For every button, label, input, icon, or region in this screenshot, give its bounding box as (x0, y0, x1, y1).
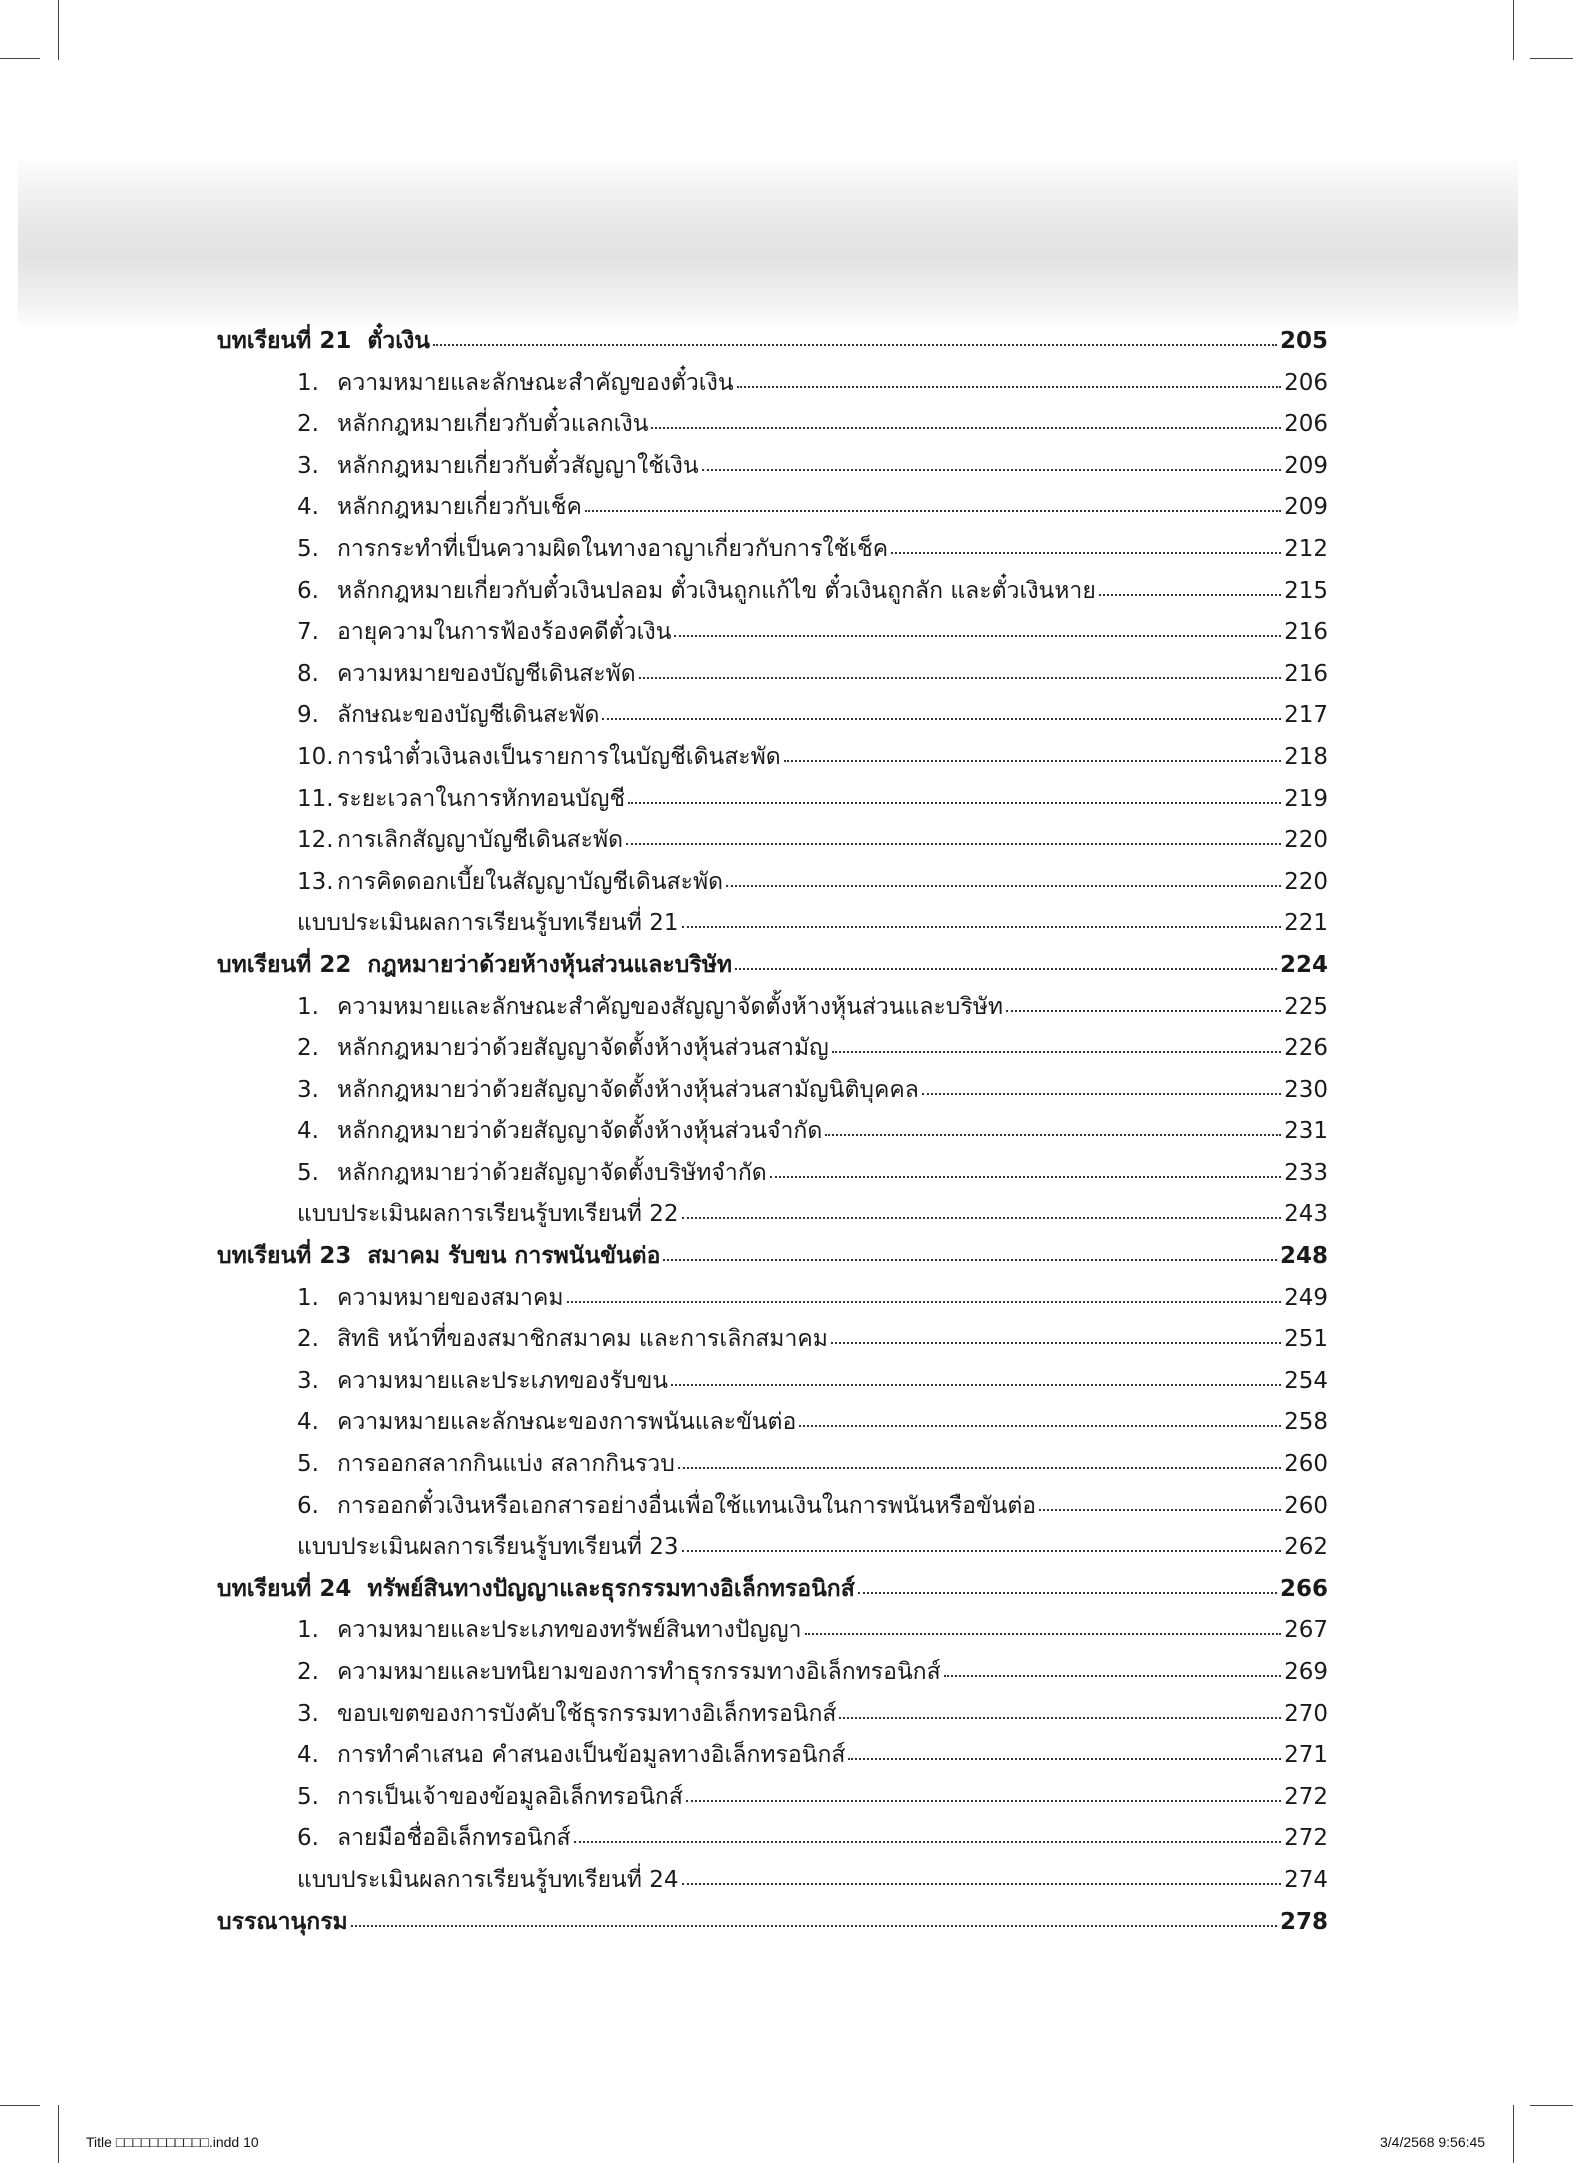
toc-item-row (217, 1444, 1328, 1486)
toc-item-row (217, 1735, 1328, 1777)
item-number: 6. (297, 1825, 319, 1852)
toc-entry-label (297, 487, 582, 529)
item-number: 4. (297, 1118, 319, 1145)
toc-item-row (217, 1070, 1328, 1112)
page-number: 217 (1284, 702, 1328, 729)
toc-assessment-row (217, 1194, 1328, 1236)
page-number: 251 (1284, 1326, 1328, 1353)
toc-entry-label (217, 1236, 660, 1278)
dot-leader (832, 1049, 1281, 1053)
dot-leader (702, 467, 1281, 471)
item-number: 6. (297, 1492, 319, 1519)
toc-item-row (217, 987, 1328, 1029)
page-number: 220 (1284, 827, 1328, 854)
item-number: 1. (297, 1617, 319, 1644)
entry-title: หลักกฎหมายเกี่ยวกับตั๋วสัญญาใช้เงิน (337, 452, 699, 479)
item-number: 2. (297, 411, 319, 438)
toc-entry-label (297, 737, 781, 779)
toc-chapter-row (217, 321, 1328, 363)
dot-leader (839, 1715, 1281, 1719)
toc-entry-label (297, 1402, 796, 1444)
toc-entry-label (297, 404, 648, 446)
entry-title: สมาคม รับขน การพนันขันต่อ (367, 1243, 661, 1270)
toc-entry-label (297, 1818, 571, 1860)
entry-title: ทรัพย์สินทางปัญญาและธุรกรรมทางอิเล็กทรอนิกส์ (367, 1575, 855, 1602)
table-of-contents (217, 321, 1328, 1943)
dot-leader (602, 716, 1281, 720)
toc-chapter-row (217, 1569, 1328, 1611)
toc-entry-label (297, 363, 734, 405)
toc-item-row (217, 1153, 1328, 1195)
toc-entry-label (297, 1028, 829, 1070)
toc-item-row (217, 404, 1328, 446)
page-number: 209 (1284, 494, 1328, 521)
toc-entry-label (217, 321, 430, 363)
entry-title: แบบประเมินผลการเรียนรู้บทเรียนที่ 22 (297, 1201, 679, 1228)
toc-entry-label (297, 1777, 683, 1819)
toc-item-row (217, 695, 1328, 737)
page-number: 262 (1284, 1534, 1328, 1561)
dot-leader (848, 1756, 1281, 1760)
page-number: 219 (1284, 785, 1328, 812)
item-number: 5. (297, 1783, 319, 1810)
toc-entry-label (297, 529, 888, 571)
crop-mark (58, 2105, 59, 2163)
entry-title: ความหมายและลักษณะของการพนันและขันต่อ (337, 1409, 797, 1436)
page-number: 233 (1284, 1159, 1328, 1186)
entry-title: การนำตั๋วเงินลงเป็นรายการในบัญชีเดินสะพัด (337, 743, 781, 770)
toc-item-row (217, 1486, 1328, 1528)
toc-entry-label (297, 1194, 679, 1236)
dot-leader (1039, 1507, 1281, 1511)
entry-title: ตั๋วเงิน (367, 328, 431, 354)
entry-title: หลักกฎหมายเกี่ยวกับเช็ค (337, 494, 582, 521)
entry-title: หลักกฎหมายว่าด้วยสัญญาจัดตั้งห้างหุ้นส่วนสามัญนิติบุคคล (337, 1076, 919, 1103)
toc-item-row (217, 779, 1328, 821)
entry-title: อายุความในการฟ้องร้องคดีตั๋วเงิน (337, 619, 672, 646)
page-number: 206 (1284, 369, 1328, 396)
dot-leader (628, 800, 1281, 804)
page-number: 220 (1284, 868, 1328, 895)
footer-left: Title □□□□□□□□□□□.indd 10 (86, 2134, 259, 2150)
item-number: 1. (297, 1284, 319, 1311)
dot-leader (671, 1382, 1281, 1386)
dot-leader (682, 1881, 1282, 1885)
item-number: 5. (297, 1159, 319, 1186)
entry-title: หลักกฎหมายว่าด้วยสัญญาจัดตั้งบริษัทจำกัด (337, 1159, 767, 1186)
dot-leader (770, 1174, 1281, 1178)
page-number: 221 (1284, 910, 1328, 937)
item-number: 1. (297, 993, 319, 1020)
header-gradient-band (18, 155, 1518, 330)
toc-item-row (217, 1028, 1328, 1070)
toc-item-row (217, 862, 1328, 904)
toc-item-row (217, 1361, 1328, 1403)
item-number: 4. (297, 1742, 319, 1769)
entry-title: การเลิกสัญญาบัญชีเดินสะพัด (337, 827, 624, 854)
item-number: 3. (297, 1700, 319, 1727)
toc-item-row (217, 1402, 1328, 1444)
dot-leader (682, 1215, 1282, 1219)
page-number: 278 (1279, 1908, 1328, 1935)
toc-item-row (217, 529, 1328, 571)
toc-entry-label (297, 1070, 919, 1112)
entry-title: หลักกฎหมายว่าด้วยสัญญาจัดตั้งห้างหุ้นส่วนจำกัด (337, 1118, 823, 1145)
chapter-number: บทเรียนที่ 21 (217, 328, 352, 354)
dot-leader (567, 1299, 1282, 1303)
page-number: 231 (1284, 1118, 1328, 1145)
toc-entry-label (297, 1610, 802, 1652)
toc-entry-label (297, 1319, 828, 1361)
page-number: 270 (1284, 1700, 1328, 1727)
page-number: 225 (1284, 993, 1328, 1020)
toc-chapter-row (217, 1902, 1328, 1944)
item-number: 6. (297, 577, 319, 604)
toc-entry-label (297, 571, 1096, 613)
item-number: 1. (297, 369, 319, 396)
dot-leader (682, 1548, 1282, 1552)
toc-item-row (217, 654, 1328, 696)
item-number: 13. (297, 868, 334, 895)
page-number: 230 (1284, 1076, 1328, 1103)
entry-title: หลักกฎหมายว่าด้วยสัญญาจัดตั้งห้างหุ้นส่วนสามัญ (337, 1035, 829, 1062)
dot-leader (831, 1340, 1281, 1344)
toc-entry-label (297, 1486, 1036, 1528)
page-number: 209 (1284, 452, 1328, 479)
page-number: 260 (1284, 1451, 1328, 1478)
item-number: 4. (297, 1409, 319, 1436)
entry-title: ลายมือชื่ออิเล็กทรอนิกส์ (337, 1825, 571, 1852)
dot-leader (944, 1673, 1281, 1677)
toc-item-row (217, 446, 1328, 488)
toc-entry-label (297, 1527, 679, 1569)
item-number: 5. (297, 1451, 319, 1478)
crop-mark (1530, 58, 1573, 59)
entry-title: สิทธิ หน้าที่ของสมาชิกสมาคม และการเลิกสมาคม (337, 1326, 828, 1353)
dot-leader (626, 841, 1281, 845)
entry-title: ขอบเขตของการบังคับใช้ธุรกรรมทางอิเล็กทรอนิกส์ (337, 1700, 837, 1727)
toc-assessment-row (217, 1860, 1328, 1902)
page-number: 243 (1284, 1201, 1328, 1228)
page-number: 260 (1284, 1492, 1328, 1519)
crop-mark (1513, 0, 1514, 60)
entry-title: ระยะเวลาในการหักทอนบัญชี (337, 785, 626, 812)
toc-entry-label (217, 1902, 348, 1944)
toc-chapter-row (217, 1236, 1328, 1278)
item-number: 10. (297, 743, 334, 770)
toc-entry-label (297, 1735, 845, 1777)
page-number: 212 (1284, 535, 1328, 562)
crop-mark (1513, 2105, 1514, 2163)
item-number: 7. (297, 619, 319, 646)
chapter-number: บทเรียนที่ 23 (217, 1243, 352, 1270)
toc-item-row (217, 487, 1328, 529)
entry-title: บรรณานุกรม (217, 1908, 348, 1935)
page-number: 271 (1284, 1742, 1328, 1769)
item-number: 8. (297, 660, 319, 687)
page-number: 216 (1284, 660, 1328, 687)
entry-title: แบบประเมินผลการเรียนรู้บทเรียนที่ 24 (297, 1866, 679, 1893)
toc-chapter-row (217, 945, 1328, 987)
entry-title: การออกสลากกินแบ่ง สลากกินรวบ (337, 1451, 675, 1478)
toc-entry-label (297, 862, 723, 904)
entry-title: ความหมายและประเภทของรับขน (337, 1367, 669, 1394)
dot-leader (663, 1257, 1277, 1261)
dot-leader (799, 1423, 1281, 1427)
toc-entry-label (297, 1694, 836, 1736)
entry-title: ความหมายและลักษณะสำคัญของสัญญาจัดตั้งห้างหุ้นส่วนและบริษัท (337, 993, 1004, 1020)
toc-assessment-row (217, 903, 1328, 945)
entry-title: กฎหมายว่าด้วยห้างหุ้นส่วนและบริษัท (367, 951, 733, 978)
entry-title: ความหมายของบัญชีเดินสะพัด (337, 660, 636, 687)
toc-item-row (217, 1818, 1328, 1860)
item-number: 2. (297, 1659, 319, 1685)
entry-title: หลักกฎหมายเกี่ยวกับตั๋วเงินปลอม ตั๋วเงินถูกแก้ไข ตั๋วเงินถูกลัก และตั๋วเงินหาย (337, 577, 1096, 604)
toc-item-row (217, 1111, 1328, 1153)
toc-item-row (217, 1652, 1328, 1694)
entry-title: ความหมายและบทนิยามของการทำธุรกรรมทางอิเล็กทรอนิกส์ (337, 1659, 941, 1685)
entry-title: ความหมายและประเภทของทรัพย์สินทางปัญญา (337, 1617, 802, 1644)
toc-entry-label (297, 612, 671, 654)
toc-item-row (217, 737, 1328, 779)
dot-leader (433, 342, 1277, 346)
toc-entry-label (297, 1278, 564, 1320)
toc-item-row (217, 1610, 1328, 1652)
dot-leader (585, 508, 1281, 512)
item-number: 2. (297, 1035, 319, 1062)
crop-mark (0, 58, 40, 59)
dot-leader (737, 384, 1281, 388)
item-number: 5. (297, 535, 319, 562)
entry-title: หลักกฎหมายเกี่ยวกับตั๋วแลกเงิน (337, 411, 649, 438)
page-number: 272 (1284, 1783, 1328, 1810)
dot-leader (639, 675, 1281, 679)
toc-entry-label (297, 1111, 822, 1153)
entry-title: แบบประเมินผลการเรียนรู้บทเรียนที่ 23 (297, 1534, 679, 1561)
entry-title: ลักษณะของบัญชีเดินสะพัด (337, 702, 600, 729)
footer-right: 3/4/2568 9:56:45 (1380, 2134, 1486, 2150)
page-number: 205 (1279, 328, 1328, 354)
item-number: 3. (297, 452, 319, 479)
dot-leader (574, 1839, 1282, 1843)
dot-leader (784, 758, 1281, 762)
page-number: 266 (1279, 1575, 1328, 1602)
toc-entry-label (297, 820, 623, 862)
page-number: 248 (1279, 1243, 1328, 1270)
toc-entry-label (297, 987, 1003, 1029)
dot-leader (1099, 592, 1281, 596)
page-number: 226 (1284, 1035, 1328, 1062)
dot-leader (825, 1132, 1281, 1136)
dot-leader (891, 550, 1281, 554)
dot-leader (674, 633, 1281, 637)
page-number: 218 (1284, 743, 1328, 770)
toc-item-row (217, 1278, 1328, 1320)
toc-entry-label (297, 1652, 941, 1694)
page-number: 215 (1284, 577, 1328, 604)
toc-item-row (217, 363, 1328, 405)
toc-entry-label (297, 1361, 668, 1403)
page-number: 269 (1284, 1659, 1328, 1685)
dot-leader (858, 1590, 1277, 1594)
dot-leader (678, 1465, 1281, 1469)
toc-entry-label (297, 1860, 679, 1902)
crop-mark (58, 0, 59, 60)
dot-leader (922, 1091, 1281, 1095)
toc-entry-label (297, 903, 679, 945)
entry-title: แบบประเมินผลการเรียนรู้บทเรียนที่ 21 (297, 910, 679, 937)
toc-entry-label (297, 695, 599, 737)
item-number: 4. (297, 494, 319, 521)
page-number: 258 (1284, 1409, 1328, 1436)
page-number: 254 (1284, 1367, 1328, 1394)
crop-mark (0, 2105, 40, 2106)
toc-entry-label (297, 779, 625, 821)
toc-item-row (217, 1694, 1328, 1736)
crop-mark (1530, 2105, 1573, 2106)
page-number: 272 (1284, 1825, 1328, 1852)
page-number: 267 (1284, 1617, 1328, 1644)
toc-entry-label (297, 1444, 675, 1486)
dot-leader (651, 425, 1281, 429)
entry-title: การทำคำเสนอ คำสนองเป็นข้อมูลทางอิเล็กทรอนิกส์ (337, 1742, 846, 1769)
item-number: 3. (297, 1367, 319, 1394)
chapter-number: บทเรียนที่ 22 (217, 951, 352, 978)
toc-entry-label (297, 654, 636, 696)
entry-title: การกระทำที่เป็นความผิดในทางอาญาเกี่ยวกับการใช้เช็ค (337, 535, 889, 562)
dot-leader (1006, 1008, 1281, 1012)
dot-leader (735, 966, 1277, 970)
entry-title: การคิดดอกเบี้ยในสัญญาบัญชีเดินสะพัด (337, 868, 724, 895)
page-number: 224 (1279, 951, 1328, 978)
entry-title: ความหมายและลักษณะสำคัญของตั๋วเงิน (337, 369, 734, 396)
item-number: 12. (297, 827, 334, 854)
entry-title: การเป็นเจ้าของข้อมูลอิเล็กทรอนิกส์ (337, 1783, 683, 1810)
dot-leader (805, 1631, 1282, 1635)
chapter-number: บทเรียนที่ 24 (217, 1575, 352, 1602)
page-number: 206 (1284, 411, 1328, 438)
item-number: 2. (297, 1326, 319, 1353)
toc-assessment-row (217, 1527, 1328, 1569)
entry-title: การออกตั๋วเงินหรือเอกสารอย่างอื่นเพื่อใช้แทนเงินในการพนันหรือขันต่อ (337, 1492, 1037, 1519)
dot-leader (726, 883, 1281, 887)
dot-leader (682, 924, 1282, 928)
item-number: 9. (297, 702, 319, 729)
toc-entry-label (297, 1153, 767, 1195)
toc-item-row (217, 1319, 1328, 1361)
toc-item-row (217, 612, 1328, 654)
toc-item-row (217, 1777, 1328, 1819)
entry-title: ความหมายของสมาคม (337, 1284, 564, 1311)
toc-item-row (217, 820, 1328, 862)
toc-entry-label (217, 945, 732, 987)
page-number: 274 (1284, 1866, 1328, 1893)
item-number: 3. (297, 1076, 319, 1103)
toc-entry-label (297, 446, 699, 488)
item-number: 11. (297, 785, 334, 812)
toc-item-row (217, 571, 1328, 613)
dot-leader (686, 1798, 1281, 1802)
page-number: 216 (1284, 619, 1328, 646)
dot-leader (351, 1923, 1277, 1927)
toc-entry-label (217, 1569, 855, 1611)
page-number: 249 (1284, 1284, 1328, 1311)
